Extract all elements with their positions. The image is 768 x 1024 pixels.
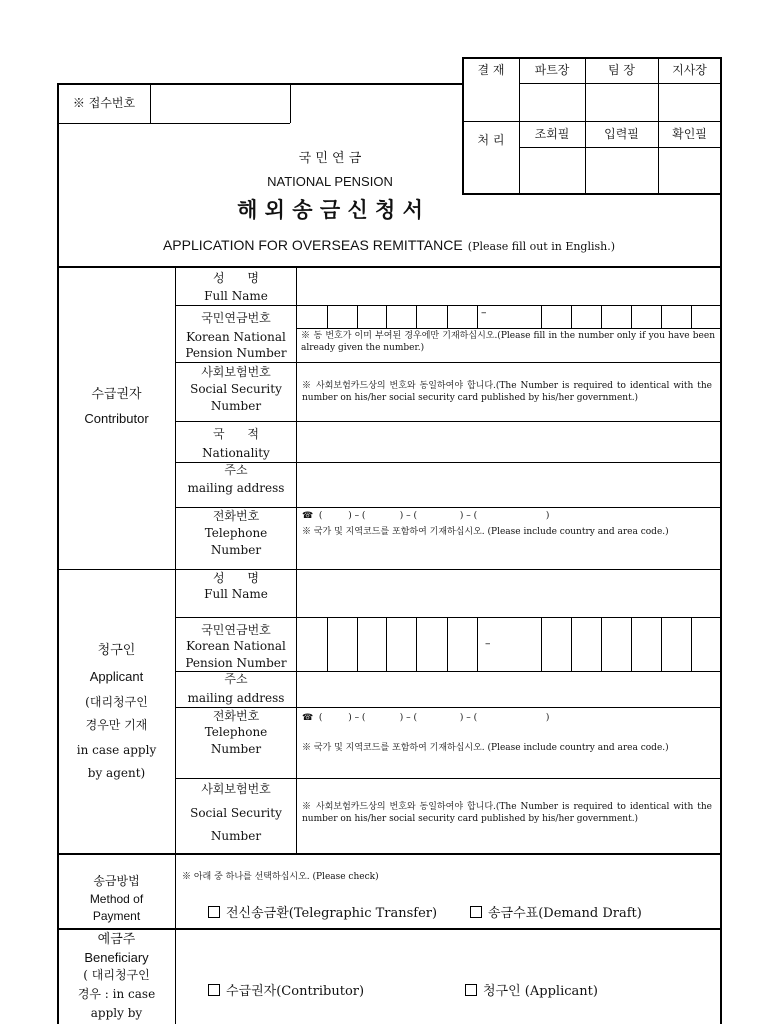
contributor-pension-ko: 국민연금번호 — [201, 311, 271, 325]
beneficiary-ko: 예금주 — [97, 932, 136, 947]
contributor-pension-en1: Korean National — [186, 330, 286, 344]
applicant-phone-en2: Number — [210, 742, 262, 756]
korean-org: 국 민 연 금 — [298, 151, 362, 166]
receipt-number-field[interactable] — [152, 86, 288, 121]
processing-col-confirm: 확인필 — [672, 127, 707, 141]
payment-option-telegraphic[interactable] — [208, 902, 437, 921]
contributor-phone-en1: Telephone — [204, 526, 268, 540]
beneficiary-applicant-label: 청구인 (Applicant) — [483, 984, 598, 999]
applicant-name-ko: 성 명 — [212, 571, 260, 585]
applicant-phone-ko: 전화번호 — [212, 709, 260, 723]
title-line — [58, 235, 720, 254]
contributor-name-en: Full Name — [204, 289, 268, 303]
contributor-ssn-ko: 사회보험번호 — [201, 365, 271, 379]
processing-col-input: 입력필 — [604, 127, 639, 141]
applicant-phone-field[interactable]: ☎ ( ) – ( ) – ( ) – ( ) — [302, 713, 550, 723]
beneficiary-agent2: 경우 : in case — [77, 987, 156, 1001]
approval-col-part: 파트장 — [534, 63, 570, 77]
applicant-phone-note: ※ 국가 및 지역코드를 포함하여 기재하십시오. (Please include country and area code.) — [302, 743, 669, 753]
telegraphic-checkbox[interactable] — [208, 906, 220, 918]
approval-sign-cell-2[interactable] — [586, 84, 657, 120]
english-org: NATIONAL PENSION — [267, 174, 393, 189]
beneficiary-agent1: ( 대리청구인 — [83, 968, 150, 982]
contributor-ssn-note: ※ 사회보험카드상의 번호와 동일하여야 합니다.(The Number is required to identical with the number on his/her social security card published by his/her government.) — [302, 381, 712, 403]
processing-col-inquiry: 조회필 — [534, 127, 570, 141]
korean-title: 해 외 송 금 신 청 서 — [237, 198, 423, 222]
applicant-section-ko: 청구인 — [97, 643, 136, 658]
approval-label: 결 재 — [477, 63, 505, 77]
applicant-agent-en1: in case apply — [76, 743, 157, 757]
approval-sign-cell-1[interactable] — [520, 84, 584, 120]
payment-en2: Payment — [92, 909, 141, 923]
english-title: APPLICATION FOR OVERSEAS REMITTANCE — [162, 237, 463, 253]
applicant-ssn-note: ※ 사회보험카드상의 번호와 동일하여야 합니다.(The Number is required to identical with the number on his/her social security card published by his/her government.) — [302, 802, 712, 824]
applicant-agent-ko1: (대리청구인 — [85, 695, 148, 709]
approval-sign-cell-3[interactable] — [659, 84, 720, 120]
beneficiary-agent3: apply by — [90, 1006, 143, 1020]
approval-col-branch: 지사장 — [672, 63, 707, 77]
payment-note: ※ 아래 중 하나를 선택하십시오. (Please check) — [182, 872, 379, 882]
beneficiary-applicant-checkbox[interactable] — [465, 984, 477, 996]
contributor-pension-en2: Pension Number — [185, 346, 287, 360]
contributor-section-ko: 수급권자 — [91, 387, 142, 402]
applicant-name-field[interactable] — [298, 571, 719, 616]
contributor-name-ko: 성 명 — [212, 271, 260, 285]
applicant-address-en: mailing address — [187, 691, 285, 705]
applicant-ssn-en2: Number — [210, 829, 262, 843]
beneficiary-en: Beneficiary — [84, 950, 149, 965]
applicant-section-en: Applicant — [89, 669, 144, 684]
contributor-phone-note: ※ 국가 및 지역코드를 포함하여 기재하십시오. (Please include country and area code.) — [302, 527, 669, 537]
applicant-address-field[interactable] — [298, 673, 719, 706]
contributor-phone-ko: 전화번호 — [212, 509, 260, 523]
contributor-address-en: mailing address — [187, 481, 285, 495]
applicant-pension-en1: Korean National — [186, 639, 286, 653]
applicant-name-en: Full Name — [204, 587, 268, 601]
contributor-address-field[interactable] — [298, 464, 719, 506]
demand-draft-label: 송금수표(Demand Draft) — [488, 906, 642, 921]
applicant-address-ko: 주소 — [224, 672, 248, 686]
applicant-ssn-en1: Social Security — [190, 806, 282, 820]
demand-draft-checkbox[interactable] — [470, 906, 482, 918]
beneficiary-option-contributor[interactable] — [208, 980, 364, 999]
applicant-phone-en1: Telephone — [204, 725, 268, 739]
applicant-pension-en2: Pension Number — [185, 656, 287, 670]
processing-label: 처 리 — [477, 133, 505, 147]
contributor-nationality-ko: 국 적 — [212, 427, 260, 441]
contributor-nationality-en: Nationality — [202, 446, 270, 460]
applicant-agent-en2: by agent) — [87, 766, 146, 780]
contributor-pension-note: ※ 동 번호가 이미 부여된 경우에만 기재하십시오.(Please fill in the number only if you have been already given the number.) — [301, 331, 715, 353]
applicant-pension-ko: 국민연금번호 — [201, 623, 271, 637]
contributor-ssn-en2: Number — [210, 399, 262, 413]
applicant-pension-dash: – — [485, 637, 491, 650]
contributor-section-en: Contributor — [84, 411, 149, 426]
fill-note: (Please fill out in English.) — [467, 240, 616, 253]
payment-ko: 송금방법 — [93, 874, 140, 888]
applicant-pension-digits[interactable] — [297, 618, 720, 671]
beneficiary-option-applicant[interactable] — [465, 980, 598, 999]
approval-col-team: 팀 장 — [608, 63, 635, 77]
beneficiary-contributor-checkbox[interactable] — [208, 984, 220, 996]
contributor-nationality-field[interactable] — [298, 423, 719, 461]
telegraphic-label: 전신송금환(Telegraphic Transfer) — [226, 906, 438, 921]
payment-option-demand-draft[interactable] — [470, 902, 642, 921]
contributor-phone-en2: Number — [210, 543, 262, 557]
contributor-phone-field[interactable]: ☎ ( ) – ( ) – ( ) – ( ) — [302, 511, 550, 521]
payment-en1: Method of — [89, 892, 144, 906]
applicant-ssn-ko: 사회보험번호 — [201, 782, 271, 796]
beneficiary-contributor-label: 수급권자(Contributor) — [226, 984, 365, 999]
receipt-number-label: ※ 접수번호 — [72, 96, 136, 110]
contributor-address-ko: 주소 — [224, 463, 248, 477]
contributor-name-field[interactable] — [298, 268, 719, 304]
applicant-agent-ko2: 경우만 기재 — [85, 718, 148, 732]
contributor-pension-digits[interactable] — [297, 306, 720, 328]
contributor-ssn-en1: Social Security — [190, 382, 282, 396]
contributor-pension-dash: – — [481, 306, 487, 319]
